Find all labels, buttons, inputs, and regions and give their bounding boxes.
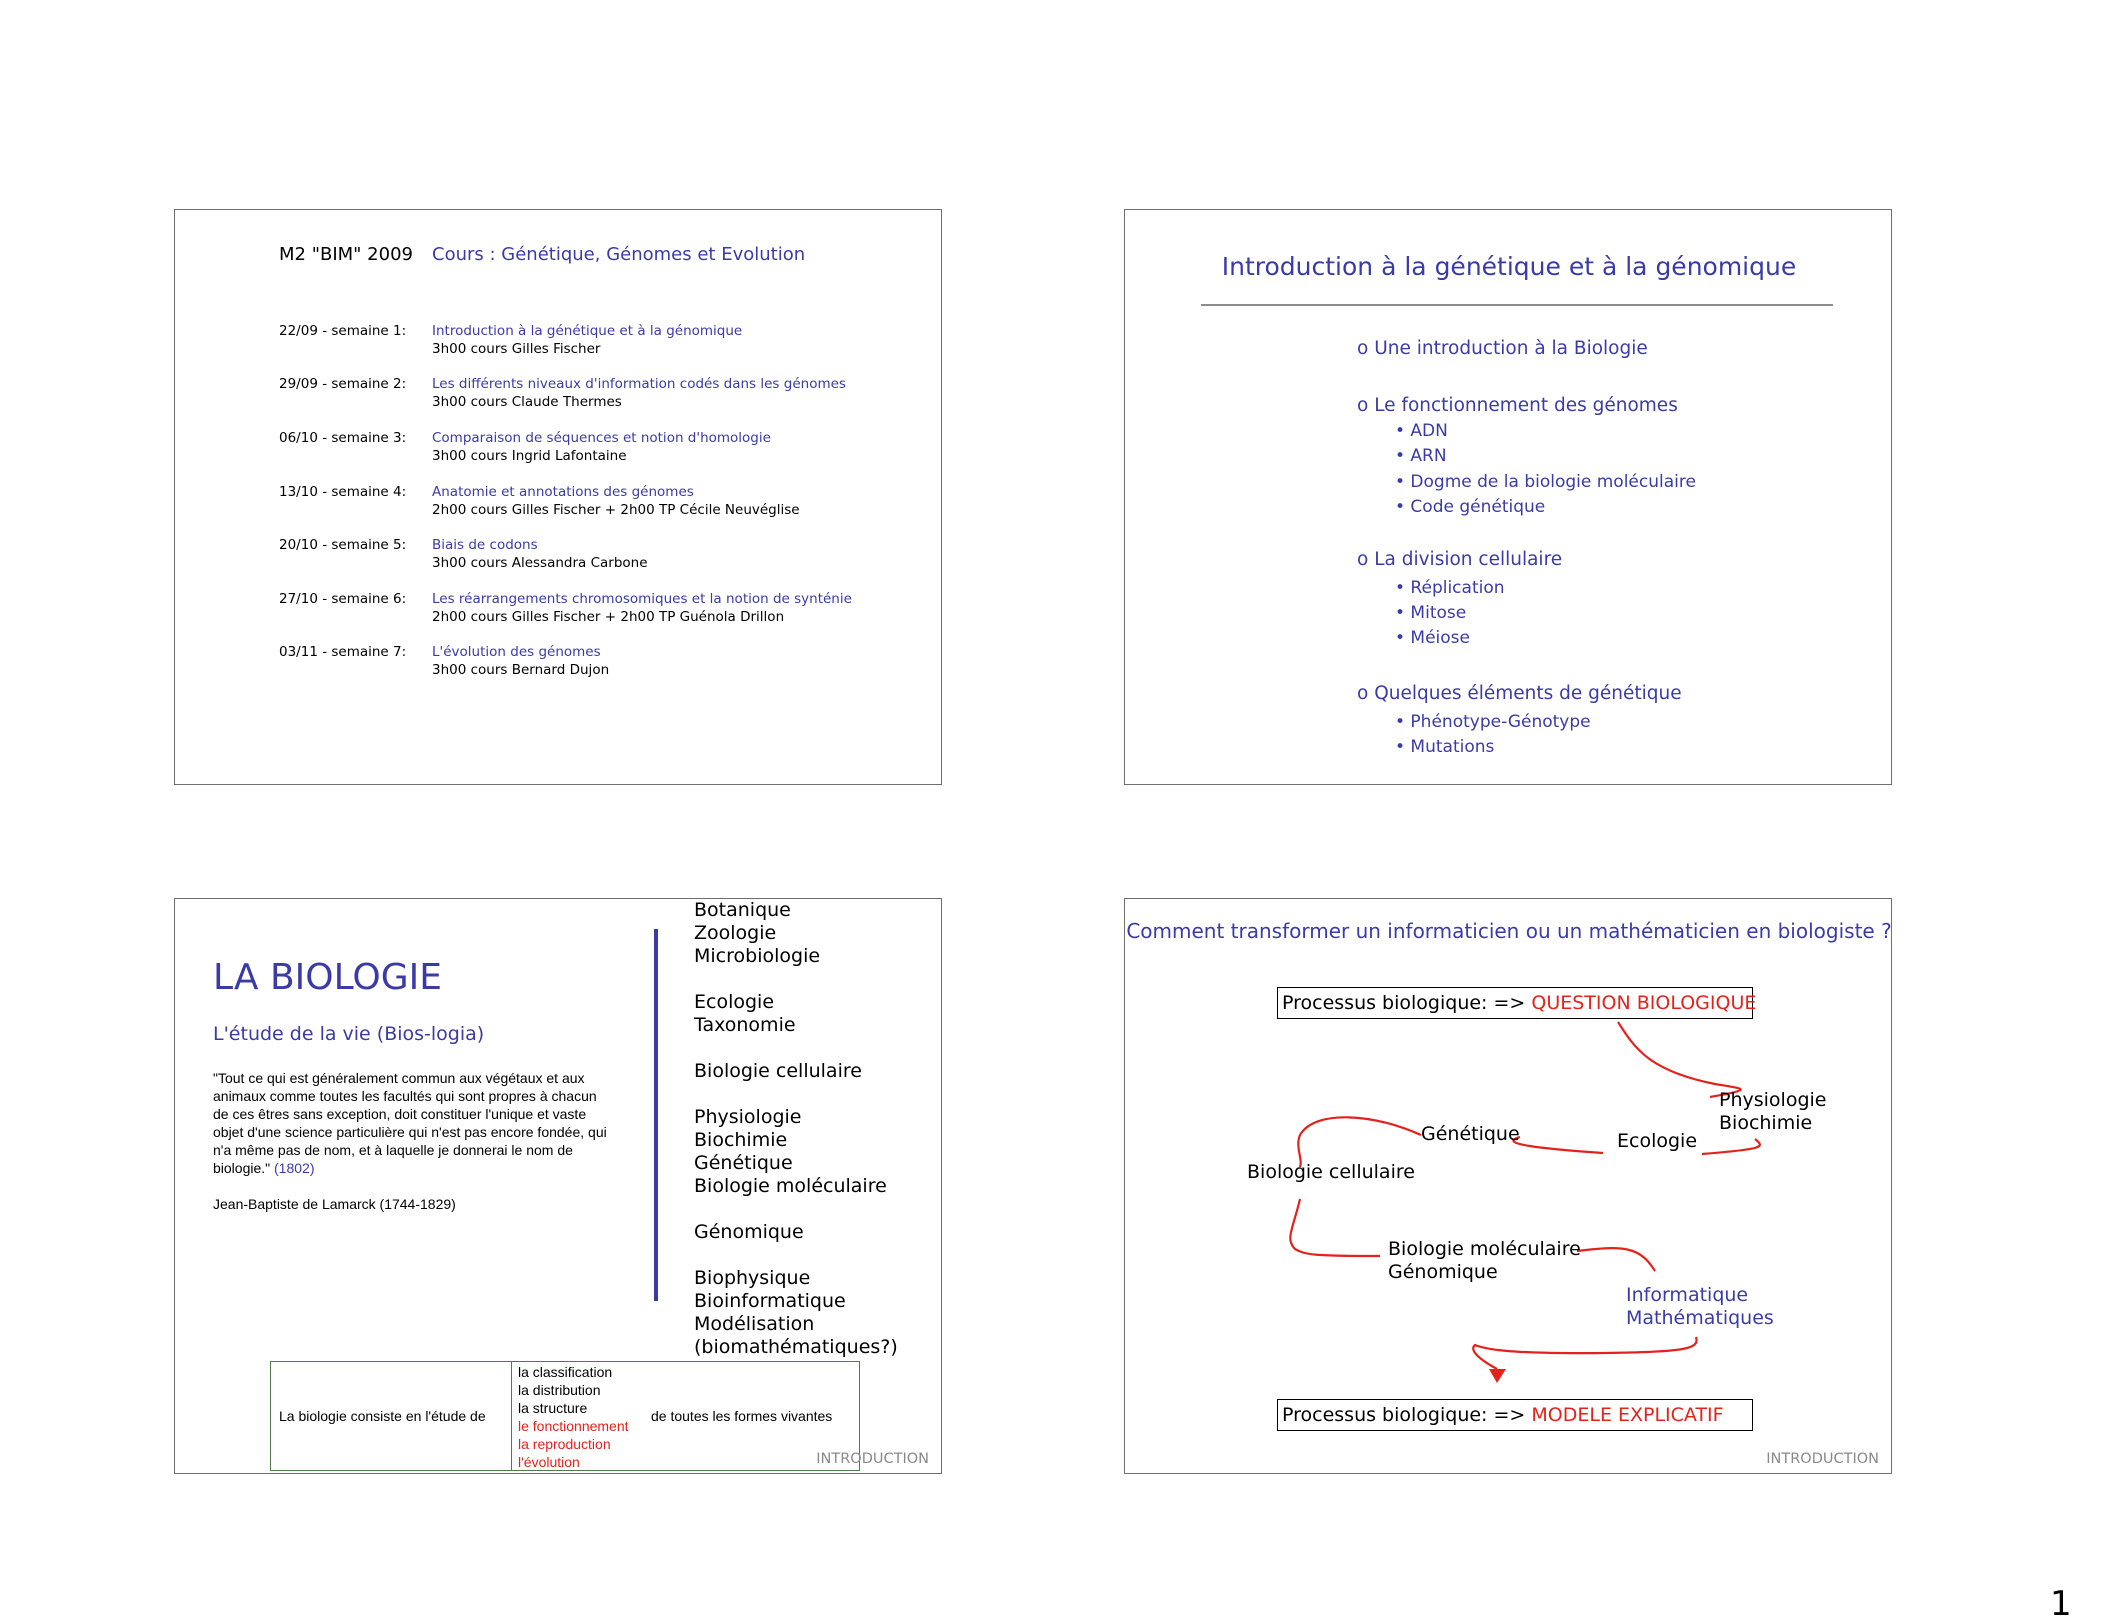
schedule-title: Les différents niveaux d'information codés dans les génomes xyxy=(432,376,846,392)
schedule-detail: 3h00 cours Bernard Dujon xyxy=(432,662,610,678)
outline-section: o La division cellulaire xyxy=(1357,549,1563,570)
outline-section: o Quelques éléments de génétique xyxy=(1357,683,1682,704)
slide-2-outline xyxy=(1124,209,1892,785)
discipline-item: Génétique xyxy=(694,1152,793,1174)
lamarck-quote xyxy=(213,1069,613,1177)
schedule-date: 22/09 - semaine 1: xyxy=(279,323,407,339)
outline-item: • Mutations xyxy=(1395,737,1495,757)
schedule-title: Les réarrangements chromosomiques et la notion de synténie xyxy=(432,591,852,607)
connector-informatique-modele xyxy=(1473,1337,1696,1369)
schedule-date: 27/10 - semaine 6: xyxy=(279,591,407,607)
connector-layer xyxy=(1125,899,1893,1475)
schedule-date: 29/09 - semaine 2: xyxy=(279,376,407,392)
node-biologie-cellulaire: Biologie cellulaire xyxy=(1247,1161,1415,1183)
quote-text: "Tout ce qui est généralement commun aux végétaux et aux animaux comme toutes les facultés qui sont propres à chacun de ces êtres sans exception, doit constituer l'unique et vaste objet d'une science particulière qui n'est pas encore fondée, qui n'a même pas de nom, et à laquelle je donnerai le nom de biologie." xyxy=(213,1070,607,1176)
slide-title: LA BIOLOGIE xyxy=(213,957,442,998)
discipline-item: Bioinformatique xyxy=(694,1290,846,1312)
schedule-title: Introduction à la génétique et à la génomique xyxy=(432,323,743,339)
discipline-item: Botanique xyxy=(694,899,791,921)
slide-3-la-biologie xyxy=(174,898,942,1474)
model-box xyxy=(1277,1399,1753,1431)
discipline-item: Modélisation xyxy=(694,1313,815,1335)
title-divider xyxy=(1201,304,1833,306)
outline-item: • ADN xyxy=(1395,421,1448,441)
schedule-detail: 3h00 cours Claude Thermes xyxy=(432,394,622,410)
definition-separator xyxy=(511,1362,512,1470)
schedule-date: 13/10 - semaine 4: xyxy=(279,484,407,500)
definition-item: la reproduction xyxy=(518,1436,611,1452)
discipline-item: Biophysique xyxy=(694,1267,811,1289)
definition-tail: de toutes les formes vivantes xyxy=(651,1408,833,1424)
outline-item: • ARN xyxy=(1395,446,1447,466)
node-informatique: Informatique xyxy=(1626,1284,1749,1306)
definition-item: la distribution xyxy=(518,1382,601,1398)
question-prefix: Processus biologique: => xyxy=(1282,992,1532,1014)
schedule-title: Biais de codons xyxy=(432,537,538,553)
discipline-item: Physiologie xyxy=(694,1106,802,1128)
definition-item: la classification xyxy=(518,1364,613,1380)
footer-label: INTRODUCTION xyxy=(1766,1451,1879,1467)
footer-label: INTRODUCTION xyxy=(816,1451,929,1467)
slide-subtitle: L'étude de la vie (Bios-logia) xyxy=(213,1023,485,1045)
definition-box xyxy=(270,1361,860,1471)
schedule-title: Anatomie et annotations des génomes xyxy=(432,484,694,500)
schedule-detail: 3h00 cours Gilles Fischer xyxy=(432,341,601,357)
node-genetique: Génétique xyxy=(1421,1123,1520,1145)
outline-item: • Mitose xyxy=(1395,603,1467,623)
discipline-item: Biologie cellulaire xyxy=(694,1060,862,1082)
program-label: M2 "BIM" 2009 xyxy=(279,244,413,265)
outline-section: o Le fonctionnement des génomes xyxy=(1357,395,1678,416)
outline-item: • Méiose xyxy=(1395,628,1470,648)
schedule-detail: 3h00 cours Alessandra Carbone xyxy=(432,555,648,571)
connector-ecologie-genetique xyxy=(1513,1137,1603,1153)
slide-1-course-schedule xyxy=(174,209,942,785)
node-physiologie: Physiologie xyxy=(1719,1089,1827,1111)
arrowhead-down xyxy=(1489,1369,1506,1383)
quote-year: (1802) xyxy=(274,1160,315,1176)
connector-question-physiologie xyxy=(1618,1022,1741,1097)
vertical-accent-bar xyxy=(654,929,658,1301)
model-highlight: MODELE EXPLICATIF xyxy=(1531,1404,1724,1426)
schedule-date: 20/10 - semaine 5: xyxy=(279,537,407,553)
schedule-detail: 2h00 cours Gilles Fischer + 2h00 TP Cécile Neuvéglise xyxy=(432,502,800,518)
quote-author: Jean-Baptiste de Lamarck (1744-1829) xyxy=(213,1196,456,1212)
discipline-item: Zoologie xyxy=(694,922,777,944)
discipline-item: Biologie moléculaire xyxy=(694,1175,887,1197)
node-biologie-moleculaire: Biologie moléculaire xyxy=(1388,1238,1581,1260)
outline-section: o Une introduction à la Biologie xyxy=(1357,338,1648,359)
outline-item: • Réplication xyxy=(1395,578,1505,598)
course-title: Cours : Génétique, Génomes et Evolution xyxy=(432,244,806,265)
outline-item: • Code génétique xyxy=(1395,497,1546,517)
outline-item: • Phénotype-Génotype xyxy=(1395,712,1591,732)
connector-biochimie-ecologie xyxy=(1702,1139,1760,1154)
slide-title: Introduction à la génétique et à la génomique xyxy=(1221,252,1797,281)
question-box xyxy=(1277,987,1757,1019)
schedule-title: Comparaison de séquences et notion d'homologie xyxy=(432,430,771,446)
schedule-detail: 3h00 cours Ingrid Lafontaine xyxy=(432,448,627,464)
definition-item: l'évolution xyxy=(518,1454,580,1470)
connector-moleculaire-informatique xyxy=(1577,1248,1655,1271)
page-number: 1 xyxy=(2050,1584,2072,1624)
discipline-item: Microbiologie xyxy=(694,945,821,967)
node-genomique: Génomique xyxy=(1388,1261,1498,1283)
schedule-date: 06/10 - semaine 3: xyxy=(279,430,407,446)
slide-4-transformation-diagram xyxy=(1124,898,1892,1474)
model-prefix: Processus biologique: => xyxy=(1282,1404,1532,1426)
discipline-item: Ecologie xyxy=(694,991,775,1013)
discipline-item: Biochimie xyxy=(694,1129,788,1151)
schedule-title: L'évolution des génomes xyxy=(432,644,601,660)
definition-item: la structure xyxy=(518,1400,588,1416)
node-ecologie: Ecologie xyxy=(1617,1130,1698,1152)
connector-cellulaire-moleculaire xyxy=(1290,1199,1380,1256)
slide-title: Comment transformer un informaticien ou un mathématicien en biologiste ? xyxy=(1126,919,1892,943)
outline-item: • Dogme de la biologie moléculaire xyxy=(1395,472,1696,492)
question-highlight: QUESTION BIOLOGIQUE xyxy=(1531,992,1757,1014)
schedule-date: 03/11 - semaine 7: xyxy=(279,644,407,660)
schedule-detail: 2h00 cours Gilles Fischer + 2h00 TP Guénola Drillon xyxy=(432,609,785,625)
node-mathematiques: Mathématiques xyxy=(1626,1307,1774,1329)
definition-lead: La biologie consiste en l'étude de xyxy=(279,1408,486,1424)
definition-item: le fonctionnement xyxy=(518,1418,629,1434)
discipline-item: Génomique xyxy=(694,1221,804,1243)
node-biochimie: Biochimie xyxy=(1719,1112,1813,1134)
connector-genetique-cellulaire xyxy=(1298,1117,1421,1167)
discipline-item: Taxonomie xyxy=(694,1014,796,1036)
discipline-item: (biomathématiques?) xyxy=(694,1336,898,1358)
